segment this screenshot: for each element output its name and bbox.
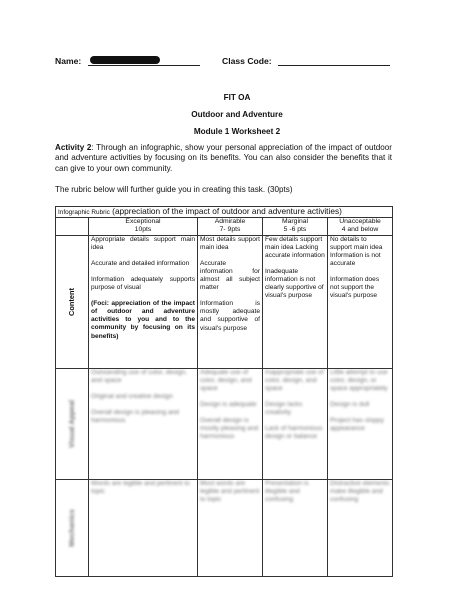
name-field [55,56,200,66]
header-unacceptable: Unacceptable 4 and below [328,218,393,236]
rubric-note: The rubric below will further guide you in creating this task. (30pts) [55,185,293,194]
mechanics-label: Mechanics [66,508,76,547]
worksheet-title: Module 1 Worksheet 2 [193,127,281,136]
mechanics-criterion [56,479,89,576]
mechanics-exceptional: Words are legible and pertinent to topic [89,479,198,576]
header-admirable: Admirable 7- 9pts [198,218,263,236]
rubric-title [56,207,393,218]
class-code-field [222,56,390,66]
rubric-header-row [56,218,393,236]
visual-exceptional: Outstanding use of color, design, and space Original and creative design Overall design is pleasing and harmonious [89,368,198,479]
course-title: FIT OA [223,93,251,102]
content-criterion [56,235,89,368]
name-label: Name: [55,56,82,66]
course-subtitle: Outdoor and Adventure [191,110,283,119]
visual-admirable: Adequate use of color, design, and space Design is adequate Overall design is mostly pleasing and harmonious [198,368,263,479]
header-exceptional: Exceptional 10pts [89,218,198,236]
class-code-label: Class Code: [222,56,272,66]
name-blank-line [88,56,200,66]
content-exceptional: Appropriate details support main idea Accurate and detailed information Information adequately supports purpose of visual (Foci: appreciation of the impact of outdoor and adventure activities to you and to the community by focusing on its benefits) [89,235,198,368]
infographic-rubric-table [55,206,393,577]
activity-text: : Through an infographic, show your personal appreciation of the impact of outdoor and adventure activities by focusing on its benefits. You can also consider the benefits that it can give to your own community. [55,143,392,173]
content-admirable: Most details support main idea Accurate information for almost all subject matter Information is mostly adequate and supportive of visual's purpose [198,235,263,368]
mechanics-unacceptable: Distractive elements make illegible and confusing [328,479,393,576]
redacted-name [90,56,160,64]
class-code-blank-line [278,56,390,66]
content-row [56,235,393,368]
content-marginal: Few details support main idea Lacking accurate information Inadequate information is not clearly supportive of visual's purpose [263,235,328,368]
visual-criterion [56,368,89,479]
rubric-title-big: (appreciation of the impact of outdoor and adventure activities) [109,206,342,216]
rubric-title-row [56,207,393,218]
activity-label: Activity 2 [55,143,92,152]
content-focus-note: (Foci: appreciation of the impact of outdoor and adventure activities to you and to the community by focusing on its benefits) [91,300,195,340]
criteria-header [56,218,89,236]
visual-unacceptable: Little attempt to use color, design, or space appropriately Design is dull Project has sloppy appearance [328,368,393,479]
content-unacceptable: No details to support main idea Information is not accurate Information does not support the visual's purpose [328,235,393,368]
mechanics-admirable: Most words are legible and pertinent to topic [198,479,263,576]
rubric-title-small: Infographic Rubric [58,209,110,216]
mechanics-marginal: Presentation is illegible and confusing [263,479,328,576]
activity-instructions [55,143,392,174]
header-marginal: Marginal 5 -6 pts [263,218,328,236]
mechanics-row [56,479,393,576]
visual-marginal: Inappropriate use of color, design, and space Design lacks creativity Lack of harmonious design or balance [263,368,328,479]
visual-label: Visual Appeal [66,399,76,448]
visual-appeal-row [56,368,393,479]
content-label: Content [66,287,76,316]
